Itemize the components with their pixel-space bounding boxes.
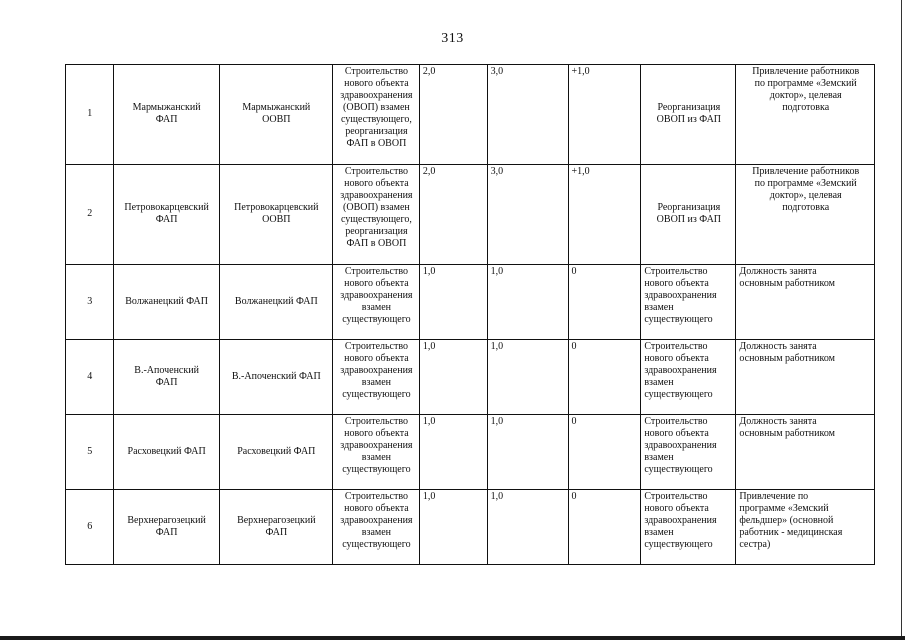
table-row	[66, 265, 875, 340]
fap-name: Волжанецкий ФАП	[113, 265, 219, 340]
value-planned: 1,0	[487, 415, 568, 490]
row-number: 5	[66, 415, 114, 490]
value-current: 2,0	[419, 165, 487, 265]
fap-table	[65, 64, 875, 565]
table-row	[66, 65, 875, 165]
row-number: 3	[66, 265, 114, 340]
value-current: 2,0	[419, 65, 487, 165]
reorganization-action: Строительство нового объекта здравоохранения взамен существующего	[641, 340, 736, 415]
structure-name: Расховецкий ФАП	[219, 415, 332, 490]
planned-action: Строительство нового объекта здравоохранения (ОВОП) взамен существующего, реорганизация ФАП в ОВОП	[332, 165, 419, 265]
value-planned: 3,0	[487, 65, 568, 165]
fap-name: В.-Апоченский ФАП	[113, 340, 219, 415]
structure-name: В.-Апоченский ФАП	[219, 340, 332, 415]
fap-name: Верхнерагозецкий ФАП	[113, 490, 219, 565]
staffing-note: Должность занята основным работником	[736, 265, 875, 340]
reorganization-action: Реорганизация ОВОП из ФАП	[641, 165, 736, 265]
value-change: +1,0	[568, 65, 641, 165]
table-row	[66, 415, 875, 490]
structure-name: Верхнерагозецкий ФАП	[219, 490, 332, 565]
table-row	[66, 490, 875, 565]
planned-action: Строительство нового объекта здравоохранения взамен существующего	[332, 415, 419, 490]
page-number: 313	[441, 31, 464, 46]
row-number: 1	[66, 65, 114, 165]
value-change: 0	[568, 265, 641, 340]
staffing-note: Привлечение работников по программе «Земский доктор», целевая подготовка	[736, 65, 875, 165]
fap-name: Мармыжанский ФАП	[113, 65, 219, 165]
staffing-note: Привлечение работников по программе «Земский доктор», целевая подготовка	[736, 165, 875, 265]
reorganization-action: Строительство нового объекта здравоохранения взамен существующего	[641, 415, 736, 490]
planned-action: Строительство нового объекта здравоохранения (ОВОП) взамен существующего, реорганизация ФАП в ОВОП	[332, 65, 419, 165]
staffing-note: Должность занята основным работником	[736, 340, 875, 415]
structure-name: Петровокарцевский ООВП	[219, 165, 332, 265]
value-planned: 3,0	[487, 165, 568, 265]
value-current: 1,0	[419, 490, 487, 565]
fap-name: Расховецкий ФАП	[113, 415, 219, 490]
reorganization-action: Строительство нового объекта здравоохранения взамен существующего	[641, 265, 736, 340]
value-planned: 1,0	[487, 490, 568, 565]
planned-action: Строительство нового объекта здравоохранения взамен существующего	[332, 265, 419, 340]
row-number: 2	[66, 165, 114, 265]
structure-name: Мармыжанский ООВП	[219, 65, 332, 165]
table-row	[66, 165, 875, 265]
value-current: 1,0	[419, 340, 487, 415]
value-planned: 1,0	[487, 340, 568, 415]
reorganization-action: Строительство нового объекта здравоохранения взамен существующего	[641, 490, 736, 565]
row-number: 6	[66, 490, 114, 565]
table-row	[66, 340, 875, 415]
value-current: 1,0	[419, 265, 487, 340]
planned-action: Строительство нового объекта здравоохранения взамен существующего	[332, 490, 419, 565]
reorganization-action: Реорганизация ОВОП из ФАП	[641, 65, 736, 165]
planned-action: Строительство нового объекта здравоохранения взамен существующего	[332, 340, 419, 415]
scan-edge	[901, 0, 902, 640]
value-change: 0	[568, 415, 641, 490]
value-planned: 1,0	[487, 265, 568, 340]
value-change: +1,0	[568, 165, 641, 265]
value-change: 0	[568, 490, 641, 565]
scan-bottom-edge	[0, 636, 905, 640]
staffing-note: Должность занята основным работником	[736, 415, 875, 490]
value-current: 1,0	[419, 415, 487, 490]
fap-name: Петровокарцевский ФАП	[113, 165, 219, 265]
staffing-note: Привлечение по программе «Земский фельдшер» (основной работник - медицинская сестра)	[736, 490, 875, 565]
row-number: 4	[66, 340, 114, 415]
structure-name: Волжанецкий ФАП	[219, 265, 332, 340]
value-change: 0	[568, 340, 641, 415]
